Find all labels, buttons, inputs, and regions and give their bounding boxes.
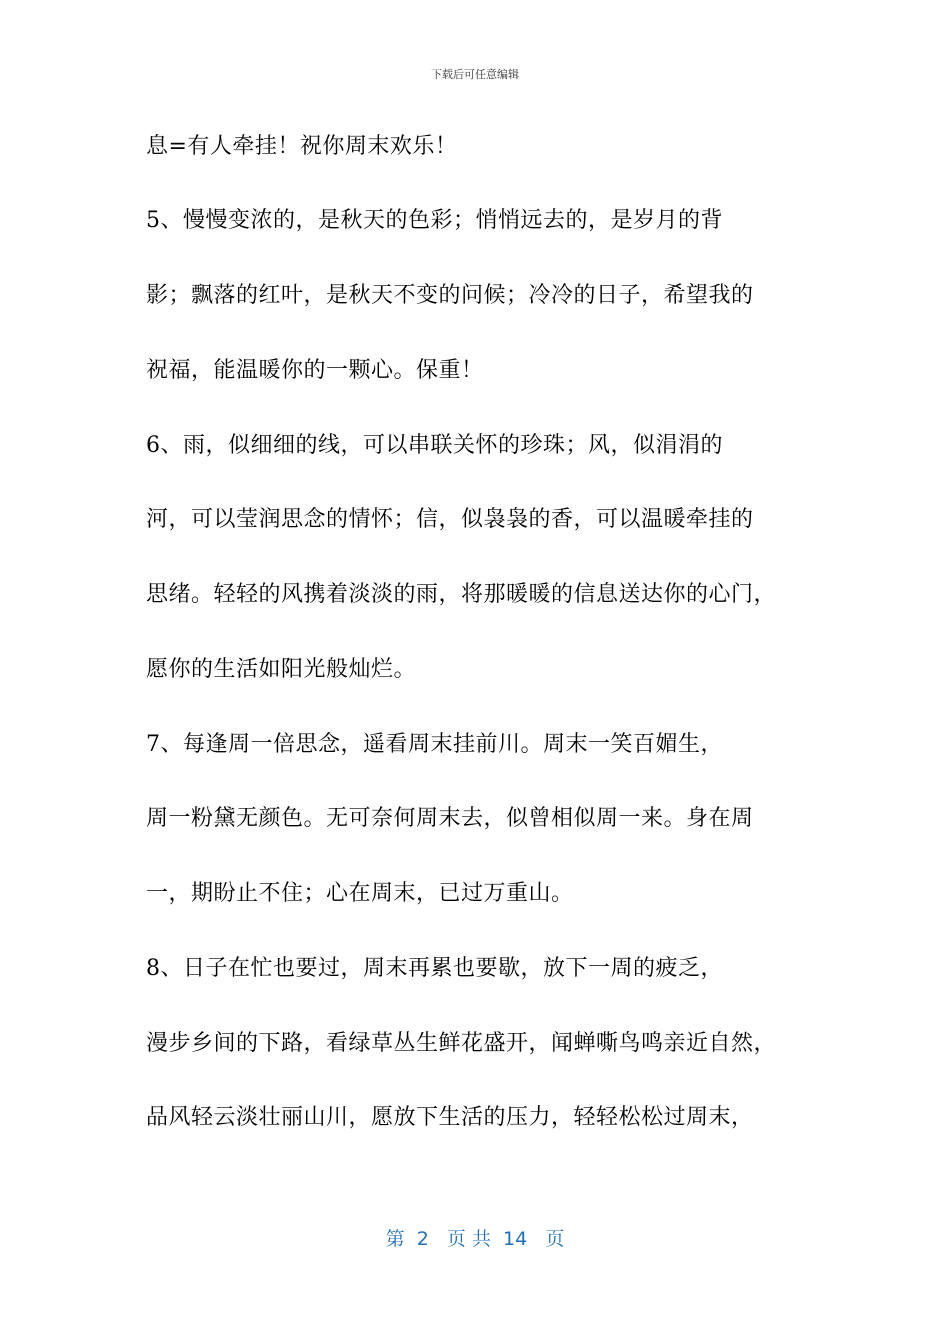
body-line-14: 品风轻云淡壮丽山川，愿放下生活的压力，轻轻松松过周末， — [146, 1105, 754, 1130]
page-header: 下载后可任意编辑 — [431, 68, 519, 81]
body-line-5: 6、雨，似细细的线，可以串联关怀的珍珠；风，似涓涓的 — [146, 433, 723, 458]
body-line-2: 5、慢慢变浓的，是秋天的色彩；悄悄远去的，是岁月的背 — [146, 208, 723, 233]
body-line-6: 河，可以莹润思念的情怀；信，似袅袅的香，可以温暖牵挂的 — [146, 507, 754, 532]
body-line-3: 影；飘落的红叶，是秋天不变的问候；冷冷的日子，希望我的 — [146, 283, 754, 308]
body-line-12: 8、日子在忙也要过，周末再累也要歇，放下一周的疲乏， — [146, 956, 723, 981]
body-line-11: 一，期盼止不住；心在周末，已过万重山。 — [146, 881, 574, 906]
body-line-8: 愿你的生活如阳光般灿烂。 — [146, 657, 417, 682]
body-line-1: 息=有人牵挂！祝你周末欢乐！ — [146, 134, 458, 159]
body-line-10: 周一粉黛无颜色。无可奈何周末去，似曾相似周一来。身在周 — [146, 806, 754, 831]
body-line-13: 漫步乡间的下路，看绿草丛生鲜花盛开，闻蝉嘶鸟鸣亲近自然， — [146, 1031, 777, 1056]
body-line-4: 祝福，能温暖你的一颗心。保重！ — [146, 358, 484, 383]
body-line-7: 思绪。轻轻的风携着淡淡的雨，将那暖暖的信息送达你的心门， — [146, 582, 777, 607]
body-line-9: 7、每逢周一倍思念，遥看周末挂前川。周末一笑百媚生， — [146, 732, 723, 757]
page-number-footer: 第 2 页 共 14 页 — [385, 1228, 565, 1250]
